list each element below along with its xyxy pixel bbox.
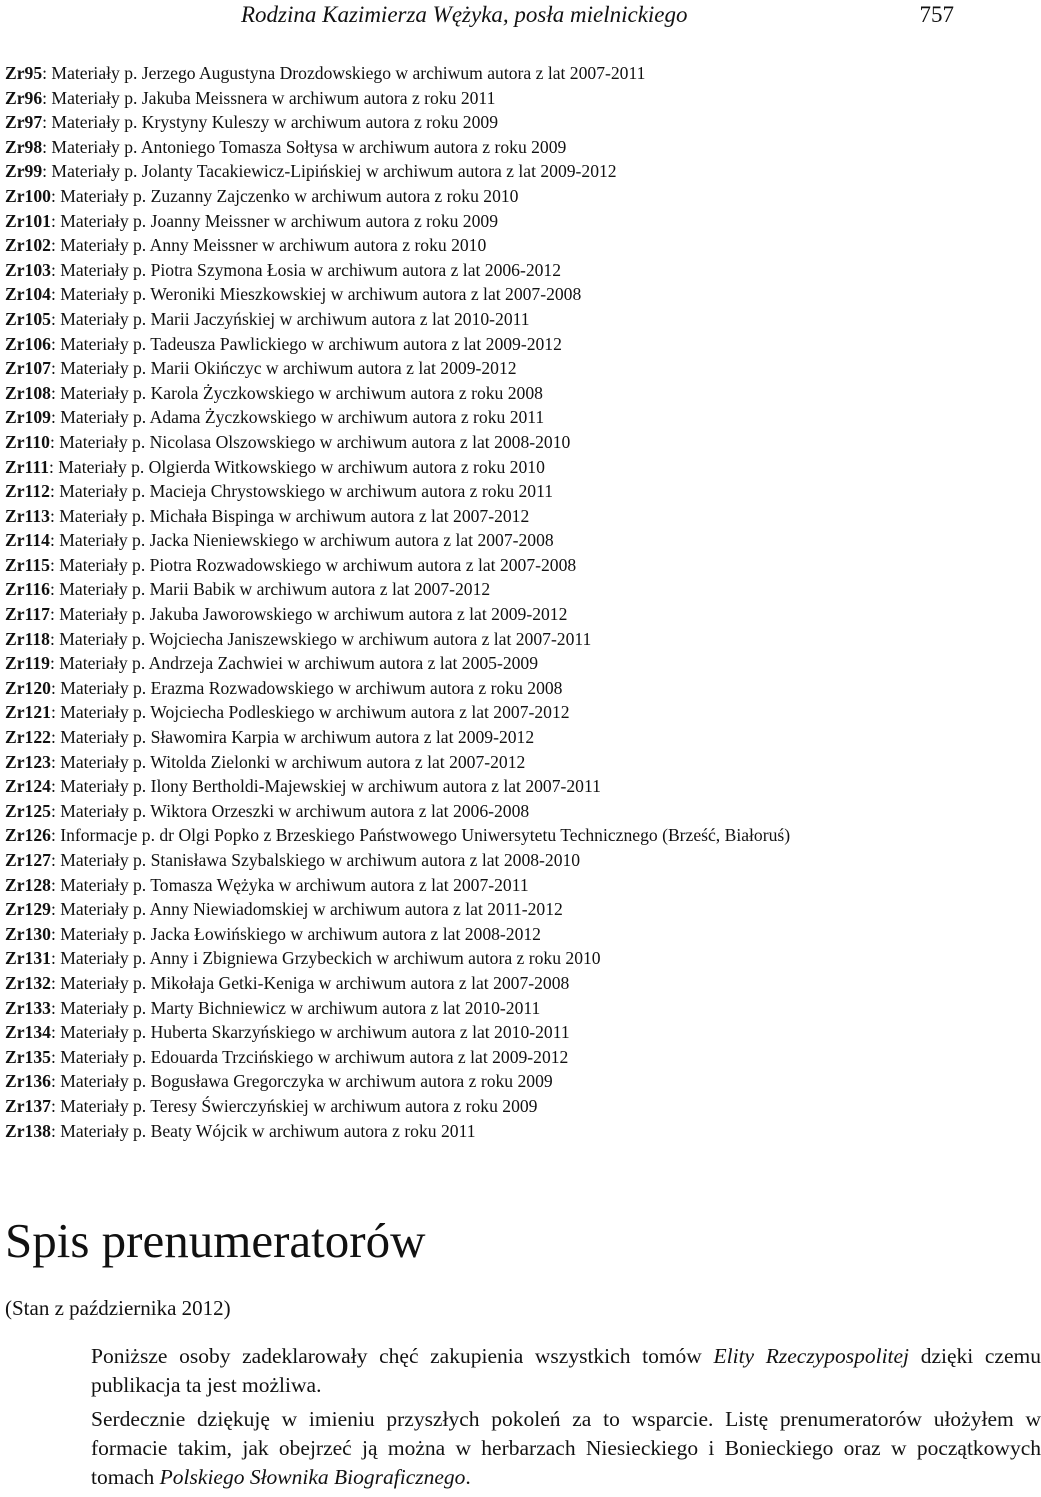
- source-code: Zr135: [5, 1046, 51, 1067]
- source-text: : Materiały p. Tadeusza Pawlickiego w archiwum autora z lat 2009-2012: [50, 333, 562, 354]
- source-code: Zr120: [5, 677, 51, 698]
- source-text: : Materiały p. Jerzego Augustyna Drozdowskiego w archiwum autora z lat 2007-2011: [42, 63, 646, 83]
- source-code: Zr129: [5, 899, 51, 920]
- source-text: : Materiały p. Michała Bispinga w archiwum autora z lat 2007-2012: [49, 505, 530, 526]
- source-entry: [5, 873, 955, 898]
- source-text: : Materiały p. Bogusława Gregorczyka w archiwum autora z roku 2009: [50, 1071, 553, 1092]
- source-text: : Materiały p. Sławomira Karpia w archiwum autora z lat 2009-2012: [50, 727, 535, 748]
- source-code: Zr103: [5, 259, 51, 280]
- source-text: : Materiały p. Edouarda Trzcińskiego w archiwum autora z lat 2009-2012: [50, 1046, 569, 1067]
- source-text: : Materiały p. Piotra Szymona Łosia w archiwum autora z lat 2006-2012: [50, 259, 562, 280]
- source-entry: [5, 209, 955, 234]
- source-code: Zr125: [5, 800, 51, 821]
- source-text: : Materiały p. Marii Babik w archiwum autora z lat 2007-2012: [49, 579, 491, 600]
- source-code: Zr115: [5, 554, 50, 575]
- source-text: : Materiały p. Jacka Łowińskiego w archiwum autora z lat 2008-2012: [50, 923, 541, 944]
- page-number: 757: [919, 2, 954, 27]
- source-entry: [5, 258, 955, 283]
- source-code: Zr95: [5, 63, 43, 83]
- source-text: : Materiały p. Karola Życzkowskiego w archiwum autora z roku 2008: [50, 382, 543, 403]
- source-code: Zr138: [5, 1120, 51, 1141]
- source-text: : Materiały p. Marty Bichniewicz w archiwum autora z lat 2010-2011: [50, 997, 541, 1018]
- source-code: Zr114: [5, 530, 50, 551]
- source-code: Zr99: [5, 161, 43, 182]
- source-text: : Materiały p. Anny Niewiadomskiej w archiwum autora z lat 2011-2012: [50, 899, 563, 920]
- source-entry: [5, 1119, 955, 1144]
- source-entry: [5, 528, 955, 553]
- source-text: : Materiały p. Ilony Bertholdi-Majewskiej w archiwum autora z lat 2007-2011: [50, 776, 601, 797]
- source-code: Zr130: [5, 923, 51, 944]
- source-entry: [5, 184, 955, 209]
- source-text: : Materiały p. Weroniki Mieszkowskiej w archiwum autora z lat 2007-2008: [50, 284, 582, 305]
- source-code: Zr132: [5, 972, 51, 993]
- source-code: Zr128: [5, 874, 51, 895]
- source-text: : Materiały p. Beaty Wójcik w archiwum autora z roku 2011: [50, 1120, 476, 1141]
- dictionary-title-italic: Polskiego Słownika Biograficznego: [159, 1465, 466, 1489]
- source-code: Zr110: [5, 431, 50, 452]
- source-code: Zr108: [5, 382, 51, 403]
- source-code: Zr111: [5, 456, 49, 477]
- source-text: : Materiały p. Krystyny Kuleszy w archiwum autora z roku 2009: [42, 112, 498, 133]
- source-text: : Materiały p. Olgierda Witkowskiego w archiwum autora z roku 2010: [49, 456, 545, 477]
- source-code: Zr106: [5, 333, 51, 354]
- source-entry: [5, 159, 955, 184]
- source-entry: [5, 774, 955, 799]
- source-text: : Materiały p. Stanisława Szybalskiego w archiwum autora z lat 2008-2010: [50, 850, 581, 870]
- source-entry: [5, 61, 955, 86]
- source-code: Zr97: [5, 112, 43, 133]
- source-entry: [5, 233, 955, 258]
- source-entry: [5, 1094, 955, 1119]
- intro-text-start: Poniższe osoby zadeklarowały chęć zakupienia wszystkich tomów: [91, 1344, 714, 1368]
- source-entry: [5, 430, 955, 455]
- source-entry: [5, 750, 955, 775]
- source-code: Zr109: [5, 407, 51, 428]
- source-code: Zr102: [5, 235, 51, 256]
- source-entry: [5, 676, 955, 701]
- source-entry: [5, 1069, 955, 1094]
- source-text: : Materiały p. Erazma Rozwadowskiego w archiwum autora z roku 2008: [50, 677, 563, 698]
- source-text: : Materiały p. Nicolasa Olszowskiego w archiwum autora z lat 2008-2010: [49, 431, 571, 452]
- running-head-title: Rodzina Kazimierza Wężyka, posła mielnickiego: [241, 2, 688, 27]
- source-code: Zr105: [5, 308, 51, 329]
- source-entry: [5, 86, 955, 111]
- source-code: Zr134: [5, 1022, 51, 1043]
- source-entry: [5, 332, 955, 357]
- source-entry: [5, 405, 955, 430]
- source-text: : Materiały p. Marii Okińczyc w archiwum autora z lat 2009-2012: [50, 358, 517, 379]
- source-entry: [5, 946, 955, 971]
- source-code: Zr116: [5, 579, 50, 600]
- source-entry: [5, 799, 955, 824]
- source-text: : Materiały p. Joanny Meissner w archiwum autora z roku 2009: [50, 210, 498, 231]
- source-text: : Materiały p. Wojciecha Podleskiego w archiwum autora z lat 2007-2012: [50, 702, 570, 723]
- source-entry: [5, 504, 955, 529]
- source-text: : Materiały p. Marii Jaczyńskiej w archiwum autora z lat 2010-2011: [50, 308, 530, 329]
- source-entry: [5, 282, 955, 307]
- source-text: : Materiały p. Tomasza Wężyka w archiwum autora z lat 2007-2011: [50, 874, 529, 895]
- source-entry: [5, 996, 955, 1021]
- source-text: : Materiały p. Jakuba Meissnera w archiwum autora z roku 2011: [42, 87, 496, 108]
- source-entry: [5, 627, 955, 652]
- status-note: (Stan z października 2012): [5, 1296, 231, 1320]
- thanks-text-end: .: [465, 1465, 471, 1489]
- source-code: Zr98: [5, 136, 43, 157]
- source-text: : Materiały p. Anny Meissner w archiwum autora z roku 2010: [50, 235, 487, 256]
- source-entry: [5, 135, 955, 160]
- source-text: : Informacje p. dr Olgi Popko z Brzeskiego Państwowego Uniwersytetu Technicznego (Brześć, Białoruś): [50, 825, 791, 846]
- source-code: Zr127: [5, 850, 51, 870]
- source-code: Zr112: [5, 481, 50, 502]
- source-entry: [5, 848, 955, 873]
- source-code: Zr118: [5, 628, 50, 649]
- source-code: Zr123: [5, 751, 51, 772]
- source-text: : Materiały p. Adama Życzkowskiego w archiwum autora z roku 2011: [50, 407, 545, 428]
- source-text: : Materiały p. Andrzeja Zachwiei w archiwum autora z lat 2005-2009: [49, 653, 539, 674]
- source-text: : Materiały p. Antoniego Tomasza Sołtysa w archiwum autora z roku 2009: [42, 136, 567, 157]
- source-code: Zr100: [5, 185, 51, 206]
- source-code: Zr122: [5, 727, 51, 748]
- book-title-italic: Elity Rzeczypospolitej: [713, 1344, 910, 1368]
- source-entry: [5, 700, 955, 725]
- source-entry: [5, 823, 955, 848]
- source-text: : Materiały p. Wiktora Orzeszki w archiwum autora z lat 2006-2008: [50, 800, 530, 821]
- source-text: : Materiały p. Teresy Świerczyńskiej w archiwum autora z roku 2009: [50, 1095, 538, 1116]
- section-title: Spis prenumeratorów: [5, 1213, 426, 1268]
- source-code: Zr136: [5, 1071, 51, 1092]
- source-text: : Materiały p. Mikołaja Getki-Keniga w archiwum autora z lat 2007-2008: [50, 972, 570, 993]
- source-code: Zr137: [5, 1095, 51, 1116]
- source-entry: [5, 479, 955, 504]
- source-entry: [5, 356, 955, 381]
- source-entry: [5, 110, 955, 135]
- page-header: [0, 0, 960, 40]
- source-entry: [5, 1020, 955, 1045]
- source-entry: [5, 553, 955, 578]
- source-entry: [5, 725, 955, 750]
- thanks-paragraph: [5, 1405, 1041, 1492]
- source-text: : Materiały p. Witolda Zielonki w archiwum autora z lat 2007-2012: [50, 751, 526, 772]
- source-entry: [5, 651, 955, 676]
- source-code: Zr133: [5, 997, 51, 1018]
- source-entry: [5, 381, 955, 406]
- source-code: Zr104: [5, 284, 51, 305]
- source-text: : Materiały p. Wojciecha Janiszewskiego w archiwum autora z lat 2007-2011: [49, 628, 592, 649]
- intro-text-end: dzięki czemu publikacja ta jest możliwa.: [91, 1344, 1041, 1397]
- source-code: Zr126: [5, 825, 51, 846]
- source-text: : Materiały p. Macieja Chrystowskiego w archiwum autora z roku 2011: [49, 481, 554, 502]
- source-entry: [5, 922, 955, 947]
- source-code: Zr117: [5, 604, 50, 625]
- source-code: Zr124: [5, 776, 51, 797]
- source-entry: [5, 971, 955, 996]
- source-entry: [5, 455, 955, 480]
- source-code: Zr96: [5, 87, 43, 108]
- source-text: : Materiały p. Piotra Rozwadowskiego w archiwum autora z lat 2007-2008: [49, 554, 577, 575]
- source-text: : Materiały p. Anny i Zbigniewa Grzybeckich w archiwum autora z roku 2010: [50, 948, 601, 969]
- source-code: Zr119: [5, 653, 50, 674]
- thanks-text-start: Serdecznie dziękuję w imieniu przyszłych pokoleń za to wsparcie. Listę prenumeratorów ułożyłem w formacie takim, jak obejrzeć ją można w herbarzach Niesieckiego i Bonieckiego oraz w początkowych tomach: [91, 1407, 1041, 1489]
- source-text: : Materiały p. Zuzanny Zajczenko w archiwum autora z roku 2010: [50, 185, 519, 206]
- source-entry: [5, 897, 955, 922]
- source-entry: [5, 1045, 955, 1070]
- intro-paragraph: [5, 1342, 1041, 1400]
- source-code: Zr121: [5, 702, 51, 723]
- source-code: Zr113: [5, 505, 50, 526]
- source-entry: [5, 577, 955, 602]
- source-code: Zr107: [5, 358, 51, 379]
- source-code: Zr101: [5, 210, 51, 231]
- source-text: : Materiały p. Jakuba Jaworowskiego w archiwum autora z lat 2009-2012: [49, 604, 568, 625]
- source-text: : Materiały p. Jacka Nieniewskiego w archiwum autora z lat 2007-2008: [49, 530, 554, 551]
- source-text: : Materiały p. Huberta Skarzyńskiego w archiwum autora z lat 2010-2011: [50, 1022, 570, 1043]
- source-entry: [5, 307, 955, 332]
- source-entry: [5, 602, 955, 627]
- source-list: [5, 61, 955, 1143]
- source-text: : Materiały p. Jolanty Tacakiewicz-Lipińskiej w archiwum autora z lat 2009-2012: [42, 161, 617, 182]
- source-code: Zr131: [5, 948, 51, 969]
